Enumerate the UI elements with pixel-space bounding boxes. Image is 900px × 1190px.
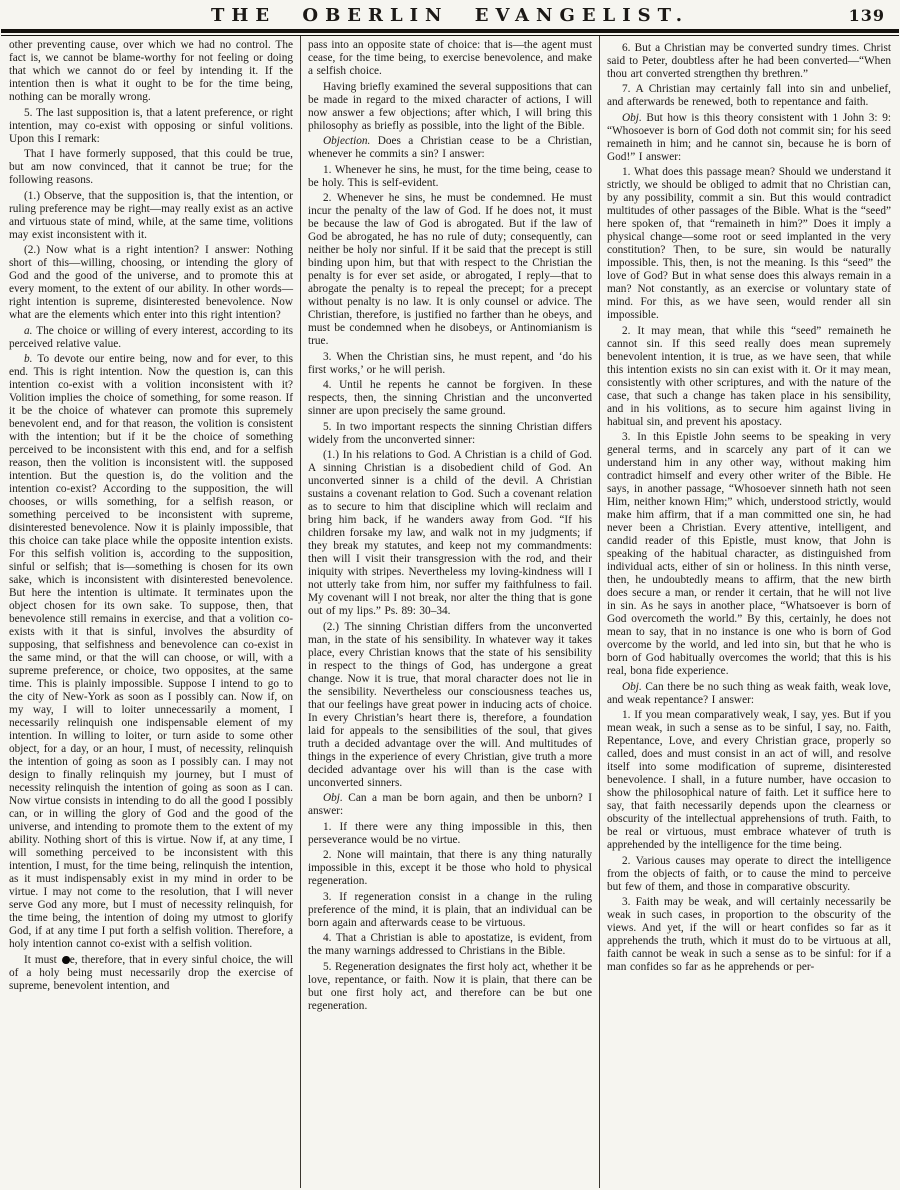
- paragraph: 5. The last supposition is, that a latent preference, or right intention, may co-exist with opposing or sinful volitions. Upon this I remark:: [9, 106, 293, 145]
- paragraph: pass into an opposite state of choice: that is—the agent must cease, for the time being, to exercise benevolence, and make a selfish choice.: [308, 39, 592, 77]
- paragraph: 1. Whenever he sins, he must, for the time being, cease to be holy. This is self-evident.: [308, 163, 592, 189]
- paragraph-lead: Obj.: [622, 680, 646, 693]
- paragraph: 2. Various causes may operate to direct the intelligence from the objects of faith, or to cause the mind to perceive but few of them, and those in comparative obscurity.: [607, 854, 891, 893]
- paragraph: a. The choice or willing of every interest, according to its perceived relative value.: [9, 324, 293, 350]
- column-2: [301, 36, 599, 1188]
- page-number: 139: [848, 6, 885, 25]
- paragraph: (2.) Now what is a right intention? I answer: Nothing short of this—willing, choosing, or intending the glory of God and the good of the universe, and to promote this at every moment, to the extent of our ability. In other words—right intention is supreme, disinterested benevolence. Now what are the elements which enter into this right intention?: [9, 244, 293, 321]
- paragraph: b. To devote our entire being, now and for ever, to this end. This is right intention. Now the question is, can this intention co-exist with a volition inconsistent with it? Volition implies the choice of something, for some reason. If it be the choice of whatever can promote this supremely benevolent end, and for that reason, the volition is consistent with the intention; but if it be the choice of something perceived to be inconsistent with this end, and for a selfish reason, then the volition is inconsistent witl. the supposed intention. But the question is, do the volition and the intention co-exist? According to the supposition, the will chooses, or wills something, for a selfish reason, or something perceived to be inconsistent with supreme, disinterested benevolence. Now it is plainly impossible, that this choice can take place while the opposite intention exists. For this selfish volition is, according to the supposition, sinful or selfish; that is—something is chosen for its own sake, which is inconsistent with disinterested benevolence. But here the intention is ultimate. It terminates upon the object chosen for its own sake. To suppose, then, that benevolence still remains in exercise, and that a volition co-exists with it that is sinful, involves the absurdity of supposing, that selfishness and benevolence can co-exist in the same mind, or that the will can choose, or will, with a supreme preference, or choice, two opposites, at the same time. This is plainly impossible. Suppose I intend to go to the city of New-York as soon as I possibly can. Now if, on my way, I will to loiter unnecessarily a moment, I necessarily relinquish one indispensable element of my intention. In willing to loiter, or turn aside to some other object, for a day, or an hour, I must, of necessity, relinquish the intention of going as soon as I possibly can. I may not design to finally relinquish my journey, but I must of necessity relinquish the intention of going as soon as I can. Now virtue consists in intending to do all the good I possibly can, or in willing the glory of God and the good of the universe, and intending to promote them to the extent of my ability. Nothing short of this is virtue. Now if, at any time, I will something perceived to be inconsistent with this intention, I must, for the time being, relinquish the intention, as it must indispensably exist in my mind in order to be virtue. I may not come to the resolution, that I will never serve God any more, but I must of necessity relinquish, for the time being, the intention of doing my utmost to glorify God, if at any time I put forth a selfish volition. Therefore, a holy intention cannot co-exist with a selfish volition.: [9, 353, 293, 950]
- column-3: [600, 36, 898, 1188]
- columns: [0, 36, 900, 1188]
- paragraph: Having briefly examined the several suppositions that can be made in regard to the mixed character of actions, I will now answer a few objections; after which, I will bring this philosophy as briefly as possible, into the light of the Bible.: [308, 80, 592, 132]
- paragraph: 6. But a Christian may be converted sundry times. Christ said to Peter, doubtless after he had been converted—“When thou art converted strengthen thy brethren.”: [607, 41, 891, 80]
- paragraph: 3. Faith may be weak, and will certainly necessarily be weak in such cases, in proportion to the obscurity of the views. And yet, if the will or heart confides so far as it apprehends the truth, which it must do to be virtuous at all, faith cannot be weak in such a sense as to be sinful: for if a man confides so far as he apprehends or per-: [607, 896, 891, 973]
- paragraph: Obj. But how is this theory consistent with 1 John 3: 9: “Whosoever is born of God doth not commit sin; for his seed remaineth in him; and he cannot sin, because he is born of God!” I answer:: [607, 111, 891, 163]
- paragraph: 3. If regeneration consist in a change in the ruling preference of the mind, it is plain, that an individual can be born again and afterwards cease to be virtuous.: [308, 890, 592, 929]
- paragraph-lead: Obj.: [622, 111, 647, 124]
- paragraph: 4. That a Christian is able to apostatize, is evident, from the many warnings addressed to Christians in the Bible.: [308, 932, 592, 957]
- ink-blot: [62, 956, 70, 964]
- paragraph: 5. In two important respects the sinning Christian differs widely from the unconverted sinner:: [308, 420, 592, 446]
- paragraph: 1. If you mean comparatively weak, I say, yes. But if you mean weak, in such a sense as to be sinful, I say, no. Faith, Repentance, Love, and every Christian grace, properly so called, does and must consist in an act of will, and resolve itself into some modification of supreme, disinterested benevolence. I shall, in a future number, have occasion to show the philosophical nature of faith. Let it suffice here to say, that faith necessarily depends upon the clearness or obscurity of the intellectual apprehensions of truth. Faith, to be real or virtuous, must embrace whatever of truth is apprehended by the intelligence for the time being.: [607, 709, 891, 851]
- paragraph: (1.) Observe, that the supposition is, that the intention, or ruling preference may be right—may really exist as an active and virtuous state of mind, while, at the same time, volitions may exist inconsistent with it.: [9, 189, 293, 241]
- masthead-rule: [1, 29, 899, 36]
- paragraph-lead: Objection.: [323, 135, 378, 147]
- paragraph: 2. None will maintain, that there is any thing naturally impossible in this, except it be those who hold to physical regeneration.: [308, 849, 592, 887]
- paragraph: It must e, therefore, that in every sinful choice, the will of a holy being must necessarily drop the exercise of supreme, benevolent intention, and: [9, 953, 293, 992]
- paragraph: 2. It may mean, that while this “seed” remaineth he cannot sin. If this seed really does mean supremely benevolent intention, it is true, as we have seen, that while this intention exists no sin can exist with it. Or it may mean, consistently with other scriptures, and with the nature of the case, that such a change has taken place in his sensibility, and in his volitions, as to secure him against living in habitual sin, and prevent his apostacy.: [607, 324, 891, 428]
- paragraph: Objection. Does a Christian cease to be a Christian, whenever he commits a sin? I answer:: [308, 135, 593, 160]
- paragraph: Obj. Can there be no such thing as weak faith, weak love, and weak repentance? I answer:: [607, 680, 891, 706]
- paragraph-lead: b.: [24, 353, 38, 365]
- masthead-title: THE OBERLIN EVANGELIST.: [211, 5, 689, 26]
- paragraph: 3. In this Epistle John seems to be speaking in very general terms, and in scarcely any part of it can we understand him in any other way, without making him contradict himself and every other writer of the Bible. He says, in another passage, “Whosoever sinneth hath not seen Him, neither known Him;” which, understood strictly, would make him affirm, that if a man committed one sin, he had never been a Christian. Every attentive, intelligent, and candid reader of this Epistle, must know, that John is speaking of the habitual character, as distinguished from individual acts, either of sin or holiness. In this ninth verse, then, he undoubtedly means to affirm, that the new birth does secure a man, or render it certain, that he will not live in sin. As he says in another place, “Whatsoever is born of God overcometh the world.” By this, certainly, he does not mean to say, that in no instance is one who is born of God overcome by the world, and led into sin, but that he who is born of God habitually overcomes the world; that this is his real, bona fide experience.: [607, 431, 891, 677]
- paragraph-lead: a.: [24, 324, 37, 337]
- paragraph: 5. Regeneration designates the first holy act, whether it be love, repentance, or faith. Now it is plain, that there can be but one first holy act, and therefore can be but one regeneration.: [308, 960, 592, 1012]
- paragraph-lead: Obj.: [323, 792, 349, 804]
- paragraph: 1. What does this passage mean? Should we understand it strictly, we should be obliged to admit that no Christian can, by any possibility, commit a sin. But this would contradict multitudes of other passages of the Bible. What is the “seed” here spoken of, that “remaineth in him?” Does it imply a physical change—some root or seed implanted in the very constitution? Then, to be sure, sin would be naturally impossible. This, then, is not the meaning. Is this “seed” the love of God? But in what sense does this always remain in a man? Not constantly, as an exercise or voluntary state of mind. For this, as we have seen, would render all sin impossible.: [607, 166, 891, 321]
- paragraph: That I have formerly supposed, that this could be true, but am now convinced, that it cannot be true; for the following reasons.: [9, 148, 293, 186]
- masthead: [0, 0, 900, 27]
- paragraph: (2.) The sinning Christian differs from the unconverted man, in the state of his sensibility. In whatever way it takes place, every Christian knows that the state of his sensibility in respect to the things of God, has undergone a great change. Now it is true, that moral character does not lie in the sensibility. Nevertheless our consciousness teaches us, that our feelings have great power in inducing acts of choice. In every Christian’s heart there is, therefore, a foundation laid for appeals to the sensibilities of the soul, that gives truth a decided advantage over the will. And multitudes of things in the experience of every Christian, give truth a more decided advantage over his will than is the case with unconverted sinners.: [308, 620, 592, 789]
- paragraph: 2. Whenever he sins, he must be condemned. He must incur the penalty of the law of God. If he does not, it must be because the law of God is abrogated. But if the law of God be abrogated, he has no rule of duty; consequently, can neither be holy nor sinful. If it be said that the precept is still binding upon him, but that with respect to the Christian the penalty is for ever set aside, or abrogated, I reply—that to abrogate the penalty is to repeal the precept; for a precept without penalty is no law. It is only counsel or advice. The Christian, therefore, is justified no farther than he obeys, and must be condemned when he disobeys, or Antinomianism is true.: [308, 192, 592, 347]
- paragraph: other preventing cause, over which we had no control. The fact is, we cannot be blame-worthy for not feeling or doing that which we cannot do or feel by intending it. If the intention then is what it ought to be for the time being, nothing can be morally wrong.: [9, 39, 293, 103]
- paragraph: (1.) In his relations to God. A Christian is a child of God. A sinning Christian is a disobedient child of God. An unconverted sinner is a child of the devil. A Christian sustains a covenant relation to God. Such a covenant relation as to secure to him that discipline which will reclaim and bring him back, if he wanders away from God. “If his children forsake my law, and walk not in my judgments; if they break my statutes, and keep not my commandments: then will I visit their transgression with the rod, and their iniquity with stripes. Nevertheless my loving-kindness will I not utterly take from him, nor suffer my faithfulness to fail. My covenant will I not break, nor alter the thing that is gone out of my lips.” Ps. 89: 30–34.: [308, 449, 592, 617]
- paragraph: 4. Until he repents he cannot be forgiven. In these respects, then, the sinning Christian and the unconverted sinner are upon precisely the same ground.: [308, 379, 592, 417]
- paragraph: 1. If there were any thing impossible in this, then perseverance would be no virtue.: [308, 820, 592, 846]
- paragraph: 7. A Christian may certainly fall into sin and unbelief, and afterwards be renewed, both to repentance and faith.: [607, 83, 891, 108]
- paragraph: 3. When the Christian sins, he must repent, and ‘do his first works,’ or he will perish.: [308, 350, 592, 376]
- paragraph: Obj. Can a man be born again, and then be unborn? I answer:: [308, 792, 592, 817]
- column-1: [2, 36, 300, 1188]
